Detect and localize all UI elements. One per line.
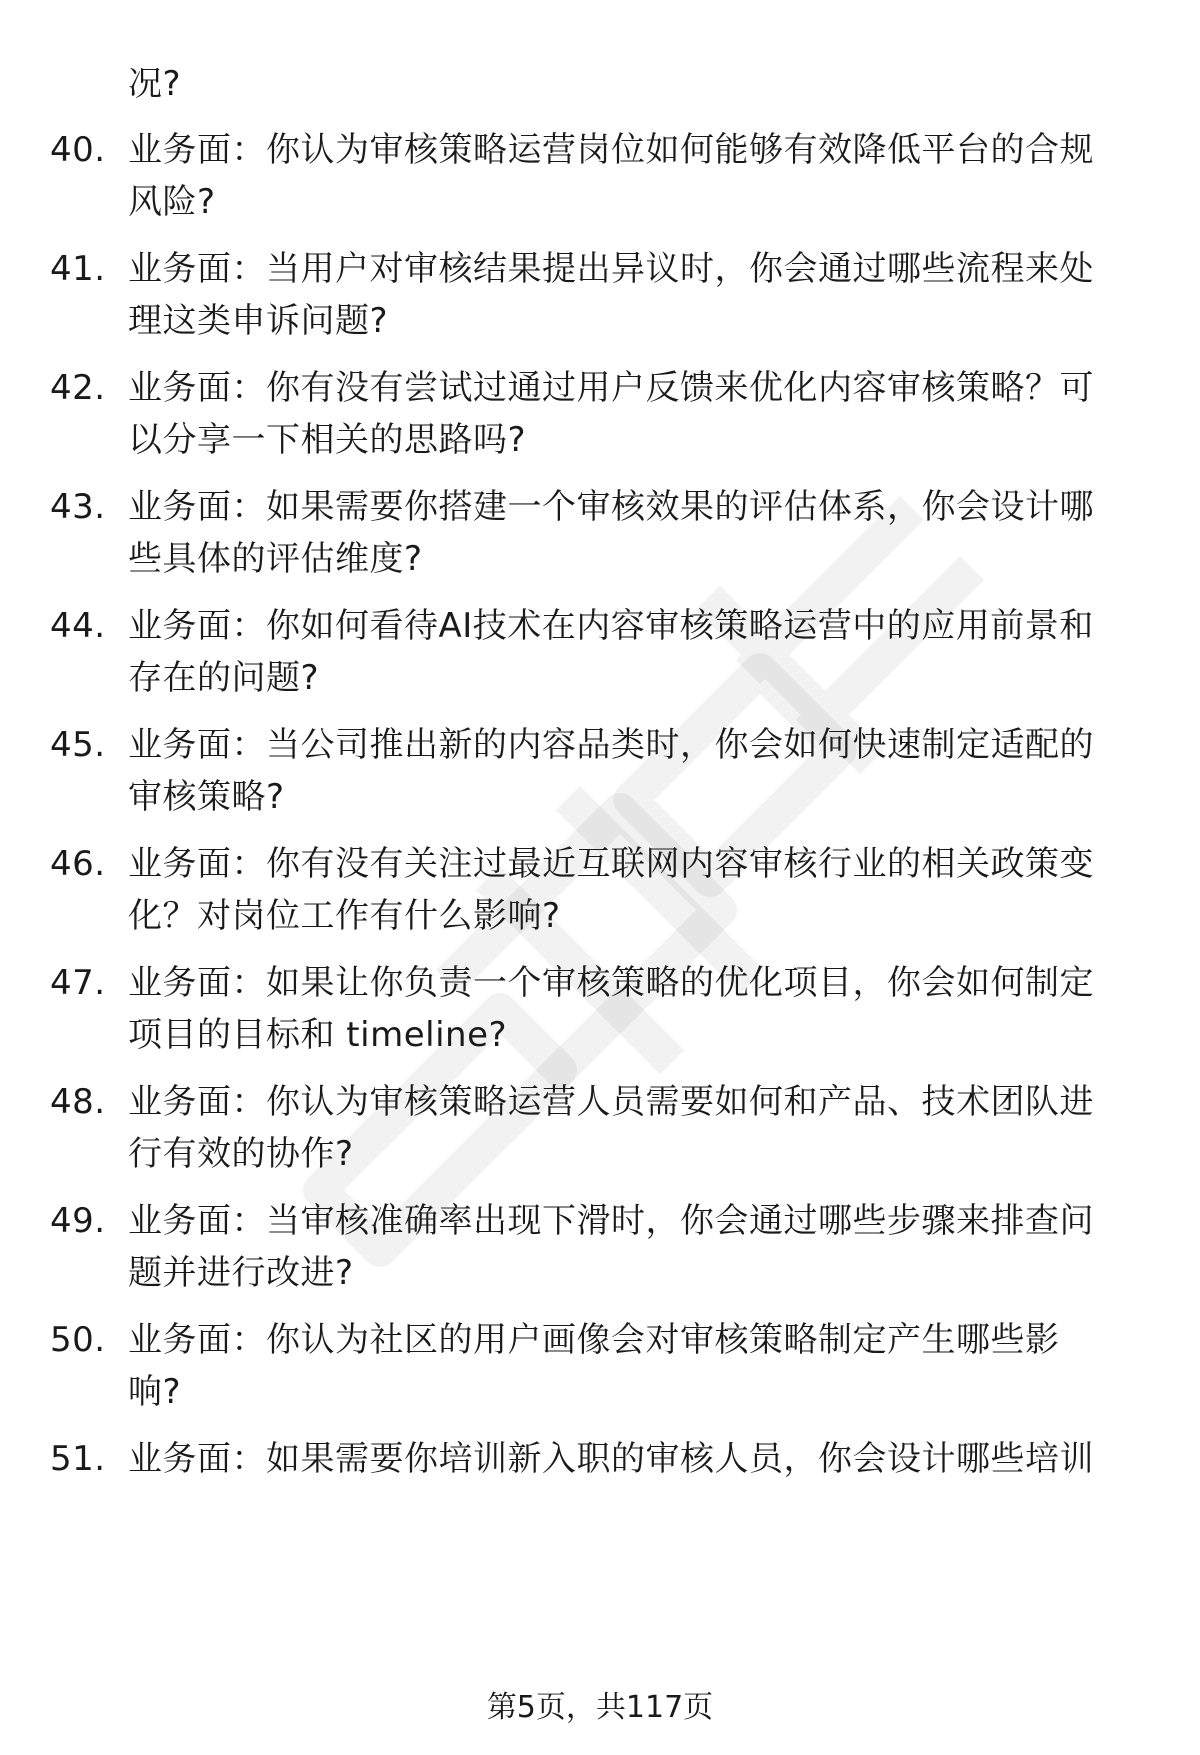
question-number: 44.	[50, 606, 106, 646]
question-text	[128, 1433, 1160, 1485]
question-number: 48.	[50, 1082, 106, 1122]
question-text	[128, 1076, 1160, 1180]
question-line: 题并进行改进?	[128, 1253, 354, 1293]
question-line: 化？对岗位工作有什么影响?	[128, 896, 561, 936]
question-number: 51.	[50, 1439, 106, 1479]
question-line: 以分享一下相关的思路吗?	[128, 420, 527, 460]
question-text	[128, 957, 1160, 1061]
question-line: 审核策略?	[128, 777, 285, 817]
question-line: 业务面：当用户对审核结果提出异议时，你会通过哪些流程来处	[128, 249, 1094, 289]
question-number: 41.	[50, 249, 106, 289]
question-number: 46.	[50, 844, 106, 884]
question-text	[128, 243, 1160, 347]
question-text	[128, 838, 1160, 942]
question-line: 业务面：你有没有关注过最近互联网内容审核行业的相关政策变	[128, 844, 1094, 884]
question-line: 项目的目标和 timeline?	[128, 1015, 508, 1055]
question-number: 45.	[50, 725, 106, 765]
question-line: 行有效的协作?	[128, 1134, 354, 1174]
question-number: 50.	[50, 1320, 106, 1360]
question-number: 40.	[50, 130, 106, 170]
question-line: 存在的问题?	[128, 658, 320, 698]
question-text	[128, 719, 1160, 823]
question-line: 业务面：如果需要你培训新入职的审核人员，你会设计哪些培训	[128, 1439, 1094, 1479]
question-number: 47.	[50, 963, 106, 1003]
question-line: 业务面：如果需要你搭建一个审核效果的评估体系，你会设计哪	[128, 487, 1094, 527]
question-line: 业务面：你认为审核策略运营人员需要如何和产品、技术团队进	[128, 1082, 1094, 1122]
continuation-text: 况?	[128, 64, 182, 104]
question-line: 业务面：你认为审核策略运营岗位如何能够有效降低平台的合规	[128, 130, 1094, 170]
question-line: 业务面：当公司推出新的内容品类时，你会如何快速制定适配的	[128, 725, 1094, 765]
question-line: 业务面：当审核准确率出现下滑时，你会通过哪些步骤来排查问	[128, 1201, 1094, 1241]
question-text	[128, 600, 1160, 704]
question-line: 响?	[128, 1372, 182, 1412]
question-text	[128, 481, 1160, 585]
question-line: 些具体的评估维度?	[128, 539, 423, 579]
question-number: 43.	[50, 487, 106, 527]
page-footer: 第5页，共117页	[486, 1690, 714, 1725]
question-line: 业务面：你认为社区的用户画像会对审核策略制定产生哪些影	[128, 1320, 1060, 1360]
question-text	[128, 124, 1160, 228]
question-line: 理这类申诉问题?	[128, 301, 389, 341]
question-text	[128, 1195, 1160, 1299]
question-text	[128, 1314, 1160, 1418]
question-number: 49.	[50, 1201, 106, 1241]
question-line: 业务面：你如何看待AI技术在内容审核策略运营中的应用前景和	[128, 606, 1094, 646]
question-line: 业务面：如果让你负责一个审核策略的优化项目，你会如何制定	[128, 963, 1094, 1003]
question-line: 风险?	[128, 182, 216, 222]
question-text	[128, 362, 1160, 466]
question-line: 业务面：你有没有尝试过通过用户反馈来优化内容审核策略？可	[128, 368, 1094, 408]
question-number: 42.	[50, 368, 106, 408]
